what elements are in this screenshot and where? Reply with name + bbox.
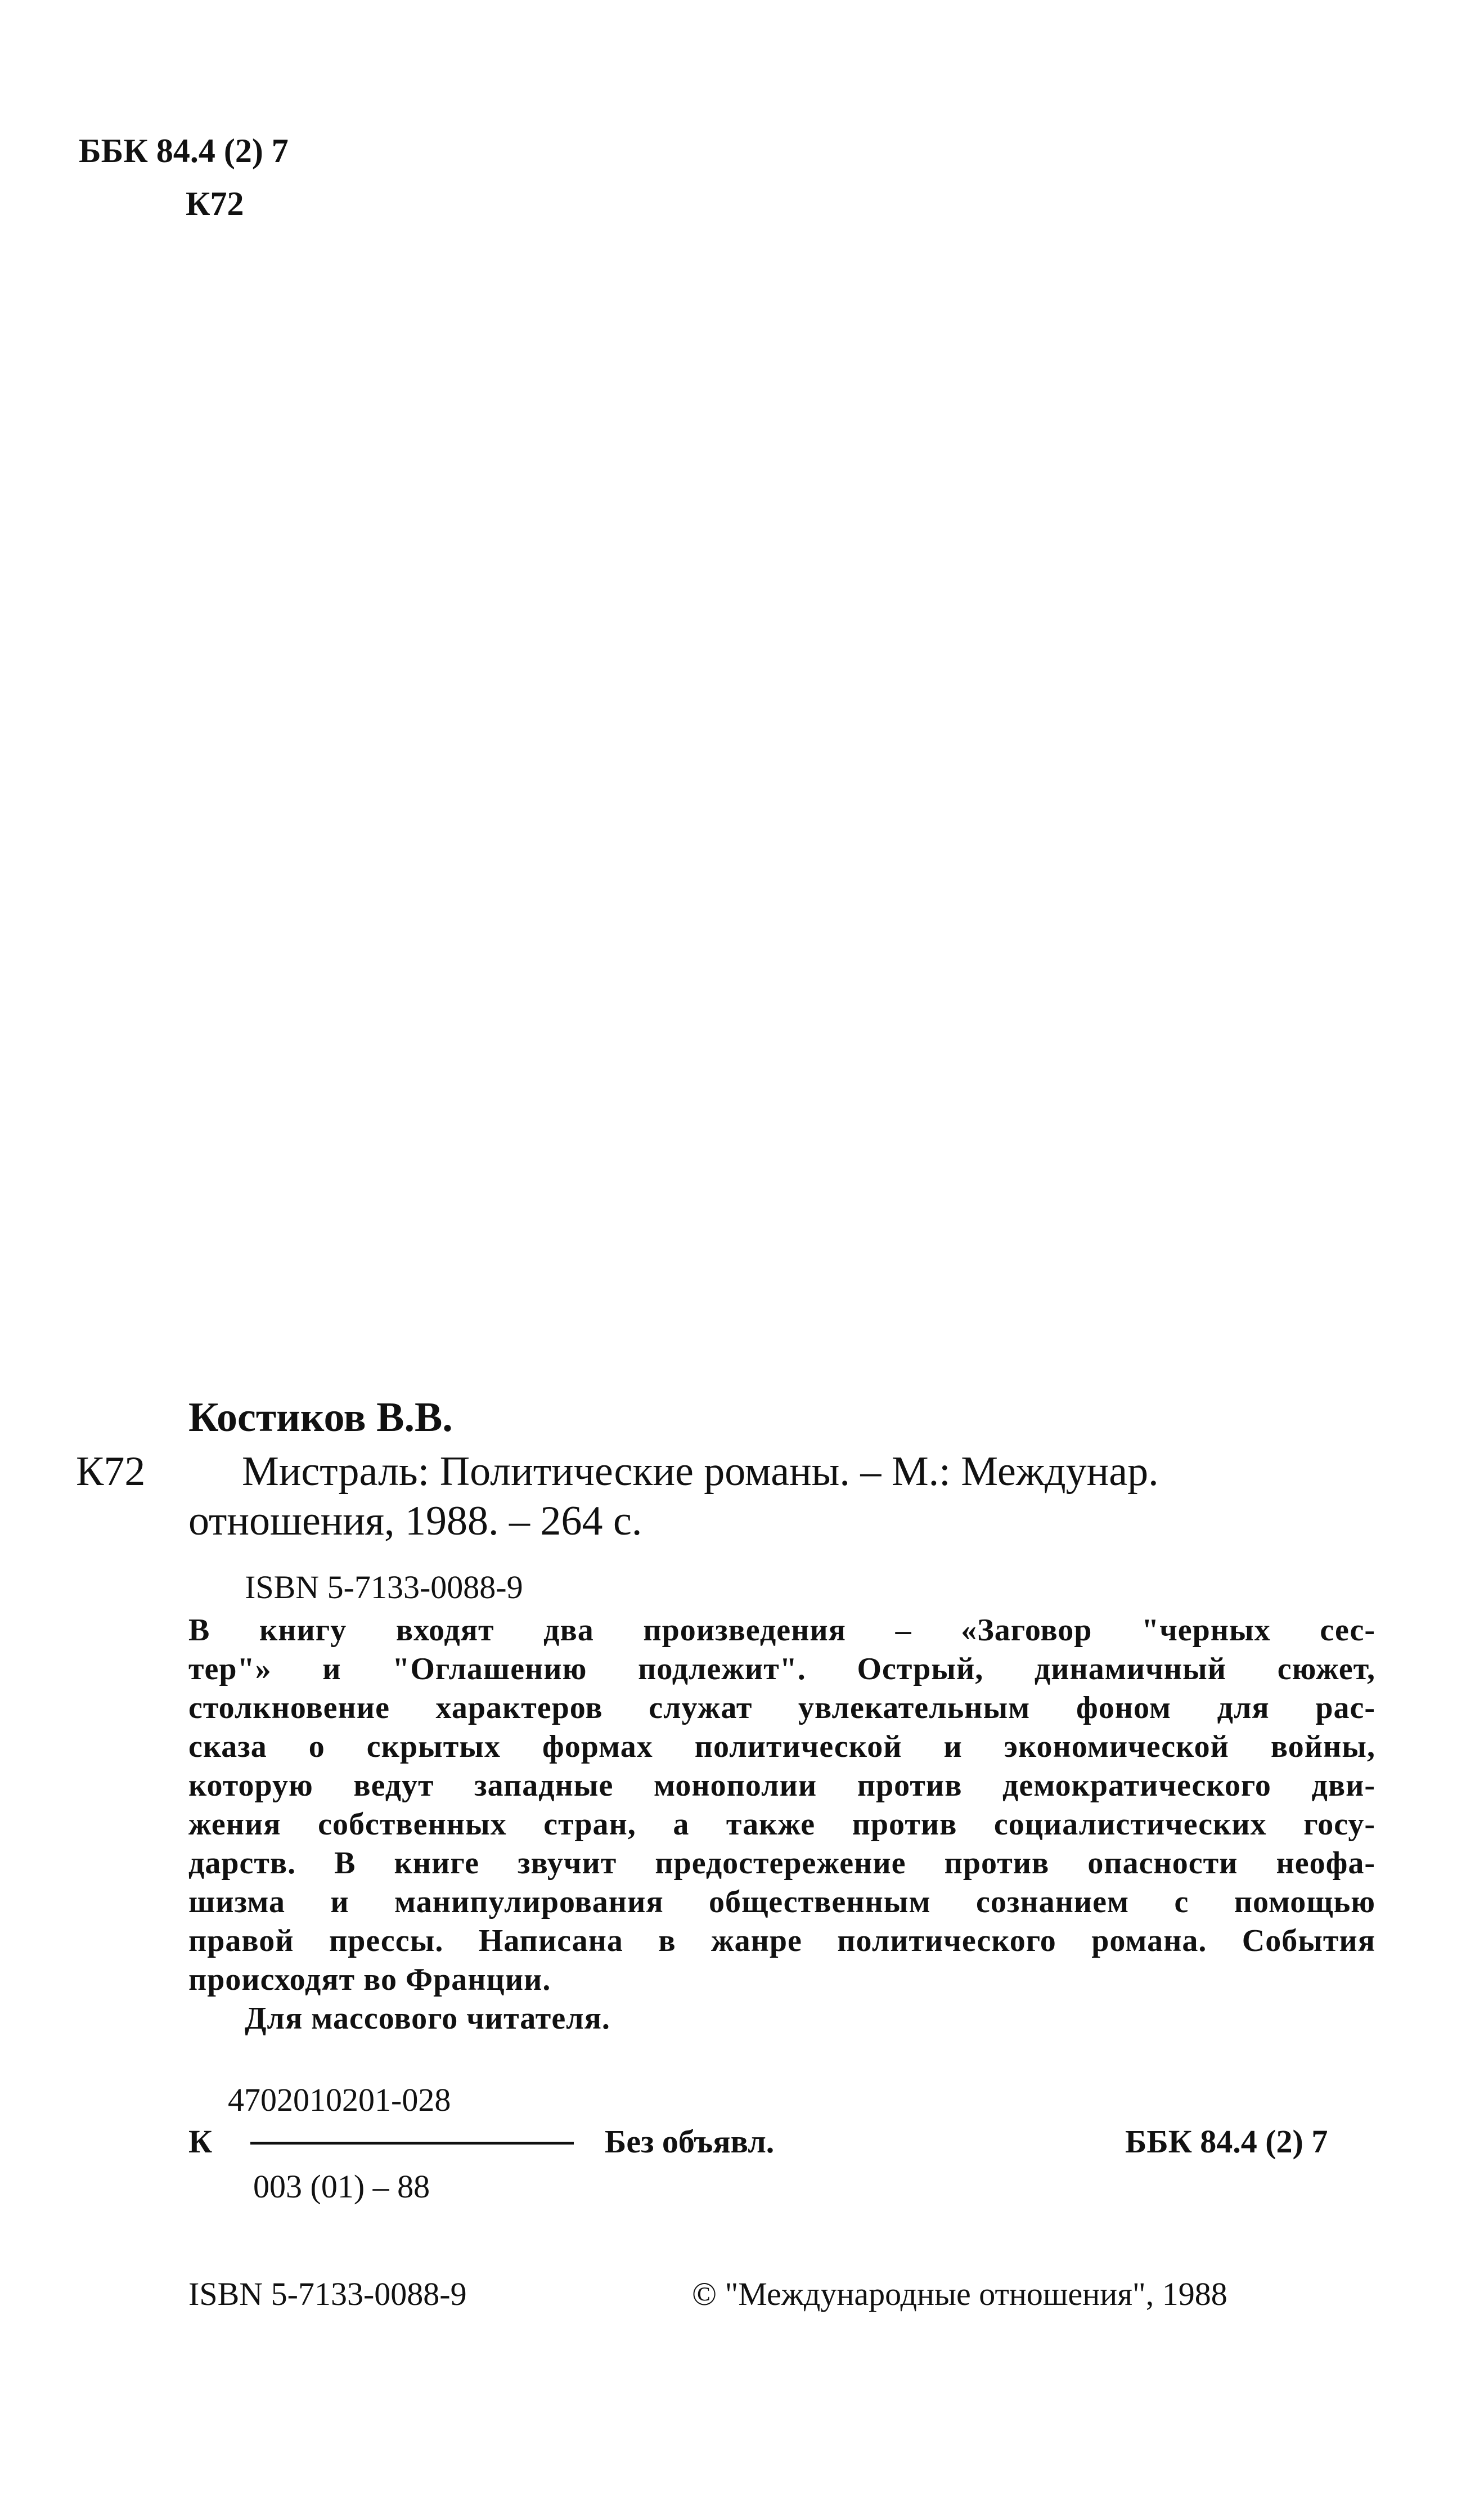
annotation-line: сказа о скрытых формах политической и экономической войны,: [188, 1729, 1375, 1764]
annotation-line: которую ведут западные монополии против демократического дви-: [188, 1768, 1375, 1803]
book-imprint-line: отношения, 1988. – 264 с.: [188, 1498, 642, 1544]
book-title-line: Мистраль: Политические романы. – М.: Междунар.: [242, 1448, 1159, 1495]
index-numerator: 4702010201-028: [228, 2082, 451, 2118]
index-letter: К: [188, 2123, 213, 2160]
bbk-code-footer: ББК 84.4 (2) 7: [1125, 2123, 1328, 2160]
annotation-line: В книгу входят два произведения – «Заговор "черных сес-: [188, 1613, 1375, 1648]
audience-note: Для массового читателя.: [245, 2001, 610, 2036]
annotation-line: правой прессы. Написана в жанре политического романа. События: [188, 1923, 1375, 1958]
annotation-line: дарств. В книге звучит предостережение против опасности неофа-: [188, 1846, 1375, 1881]
annotation-line: шизма и манипулирования общественным сознанием с помощью: [188, 1885, 1375, 1919]
author-name: Костиков В.В.: [188, 1394, 453, 1441]
annotation-line: жения собственных стран, а также против социалистических госу-: [188, 1807, 1375, 1842]
annotation-line: тер"» и "Оглашению подлежит". Острый, динамичный сюжет,: [188, 1652, 1375, 1686]
index-denominator: 003 (01) – 88: [253, 2168, 430, 2205]
annotation: [188, 1611, 1375, 2038]
annotation-line: происходят во Франции.: [188, 1962, 551, 1997]
isbn-record: ISBN 5-7133-0088-9: [245, 1569, 523, 1605]
fraction-rule: [250, 2142, 574, 2145]
copyright-line: © "Международные отношения", 1988: [692, 2276, 1227, 2312]
isbn-footer: ISBN 5-7133-0088-9: [188, 2276, 467, 2312]
annotation-line: столкновение характеров служат увлекательным фоном для рас-: [188, 1690, 1375, 1725]
price-note: Без объявл.: [605, 2123, 775, 2160]
author-mark-margin: К72: [76, 1448, 146, 1495]
author-mark: К72: [186, 185, 244, 222]
bbk-code: ББК 84.4 (2) 7: [79, 132, 289, 169]
